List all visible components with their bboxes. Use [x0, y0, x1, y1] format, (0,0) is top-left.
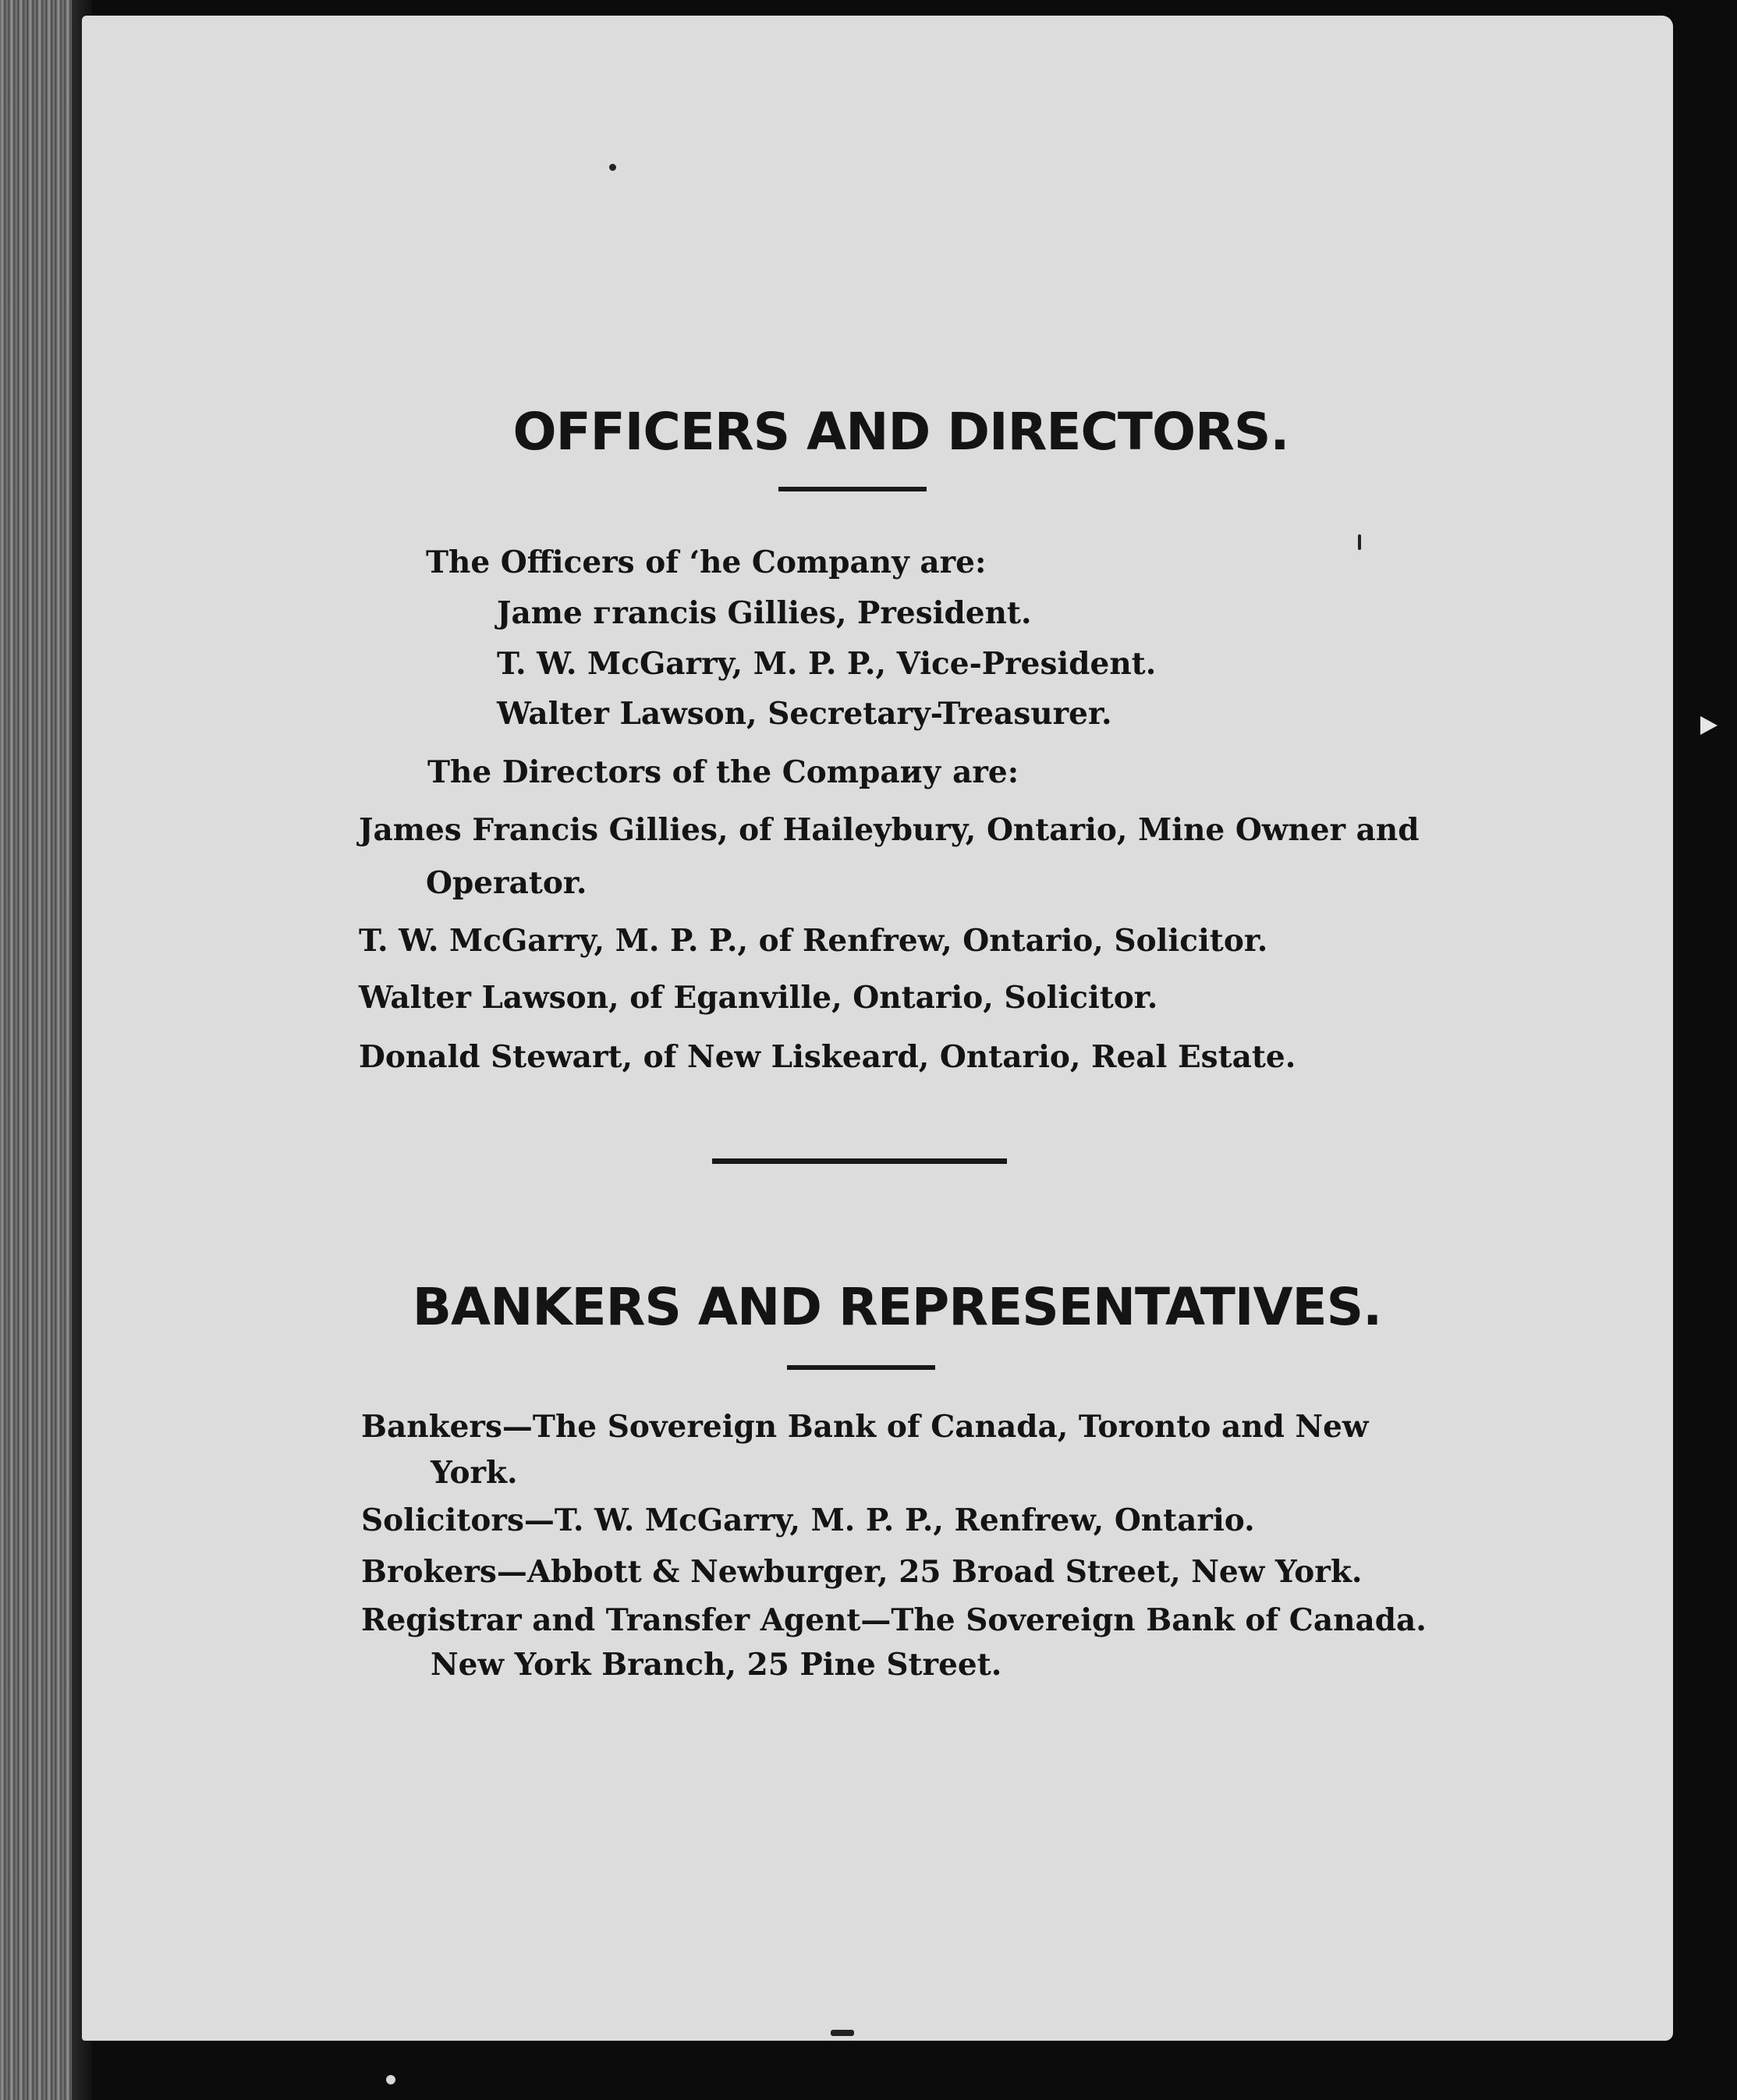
- title-underline: [778, 487, 927, 491]
- print-speck: [831, 2030, 854, 2036]
- section-divider: [712, 1158, 1007, 1164]
- director-entry: James Francis Gillies, of Haileybury, Ontario, Mine Owner and: [359, 812, 1420, 848]
- print-speck: [609, 164, 616, 171]
- officers-intro: The Officers of ‘he Company are:: [426, 545, 987, 580]
- director-entry-continued: Operator.: [426, 865, 587, 901]
- officers-section-title: OFFICERS AND DIRECTORS.: [512, 402, 1289, 462]
- director-entry: T. W. McGarry, M. P. P., of Renfrew, Ontario, Solicitor.: [359, 923, 1268, 959]
- bankers-entry-continued: York.: [431, 1455, 518, 1491]
- directors-intro: The Directors of the Compaиу are:: [427, 754, 1019, 790]
- officer-line: Walter Lawson, Secretary-Treasurer.: [497, 696, 1112, 732]
- print-speck: [386, 2075, 395, 2084]
- bankers-entry-continued: New York Branch, 25 Pine Street.: [431, 1647, 1002, 1683]
- document-page: [82, 16, 1673, 2041]
- bankers-entry: Bankers—The Sovereign Bank of Canada, Toronto and New: [361, 1409, 1369, 1445]
- bankers-entry: Solicitors—T. W. McGarry, M. P. P., Renfrew, Ontario.: [361, 1502, 1255, 1538]
- bankers-entry: Registrar and Transfer Agent—The Sovereign Bank of Canada.: [361, 1602, 1427, 1638]
- officer-line: Jame гrancis Gillies, President.: [497, 595, 1032, 631]
- director-entry: Walter Lawson, of Eganville, Ontario, Solicitor.: [359, 980, 1158, 1016]
- print-speck: [1358, 534, 1361, 550]
- bankers-entry: Brokers—Abbott & Newburger, 25 Broad Street, New York.: [361, 1554, 1363, 1590]
- bankers-section-title: BANKERS AND REPRESENTATIVES.: [412, 1277, 1382, 1337]
- page-turn-marker: [1700, 716, 1718, 735]
- officer-line: T. W. McGarry, M. P. P., Vice-President.: [497, 646, 1157, 682]
- title-underline: [787, 1365, 935, 1370]
- director-entry: Donald Stewart, of New Liskeard, Ontario, Real Estate.: [359, 1039, 1296, 1075]
